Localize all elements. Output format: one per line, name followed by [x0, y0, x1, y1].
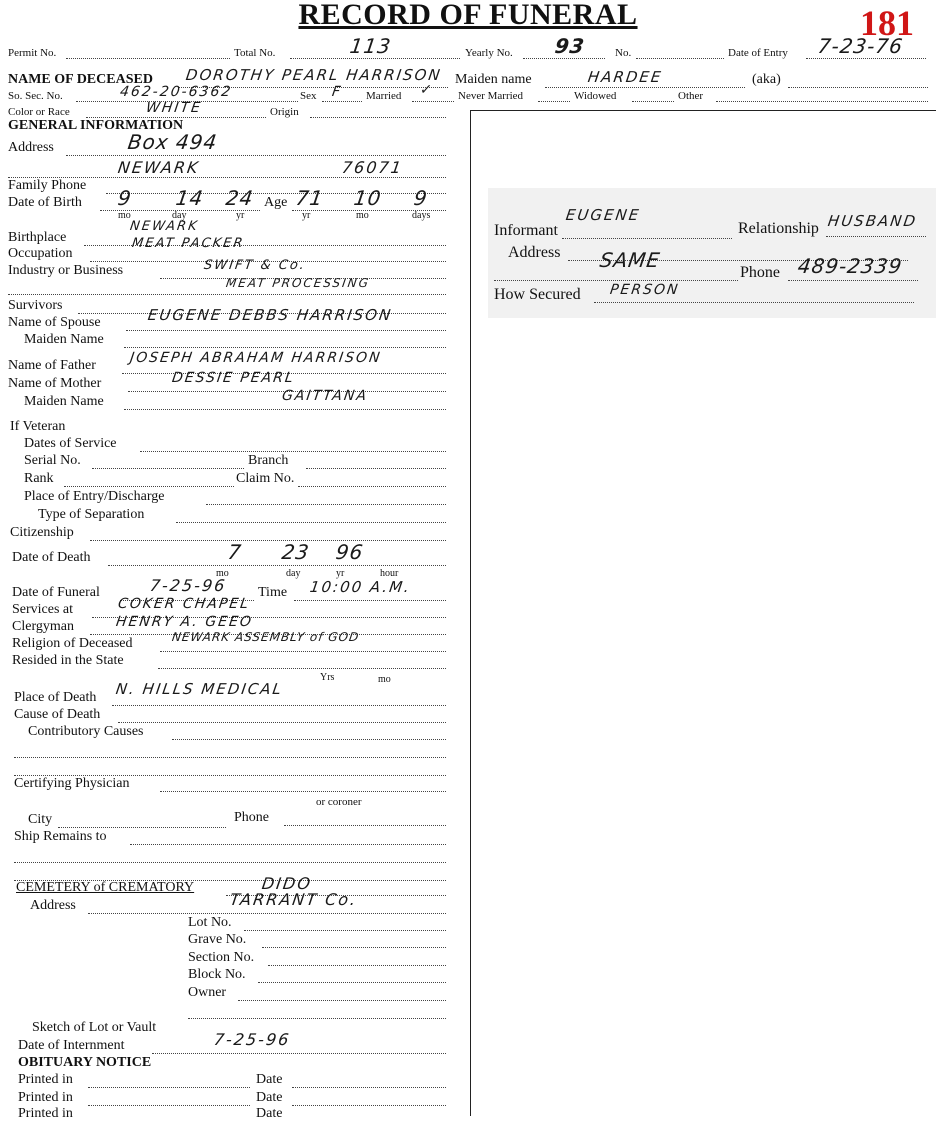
birthplace-value: NEWARK	[128, 219, 200, 234]
address-value-1: Box 494	[126, 130, 220, 154]
dob-col-yr: yr	[236, 210, 245, 221]
cemetery-address-label: Address	[30, 898, 76, 913]
age-col-days: days	[412, 210, 431, 221]
printed-date-line-2	[292, 1105, 446, 1106]
dob-year: 24	[224, 186, 256, 210]
total-value: 113	[348, 34, 393, 58]
general-heading: GENERAL INFORMATION	[8, 118, 184, 133]
sex-value: F	[330, 84, 344, 100]
services-value: COKER CHAPEL	[116, 596, 252, 612]
age-label: Age	[264, 195, 288, 210]
printed-in-label-2: Printed in	[18, 1090, 73, 1105]
death-date-label: Date of Death	[12, 550, 91, 565]
informant-address-label: Address	[508, 244, 561, 261]
informant-line	[562, 238, 732, 239]
informant-address-line-2	[494, 280, 738, 281]
deceased-name-label: NAME OF DECEASED	[8, 72, 153, 87]
grave-line	[262, 947, 446, 948]
entry-label: Date of Entry	[728, 47, 788, 59]
death-date-year: 96	[334, 540, 366, 564]
aka-label: (aka)	[752, 72, 781, 87]
printed-in-label-1: Printed in	[18, 1072, 73, 1087]
yearly-label: Yearly No.	[465, 47, 513, 59]
dob-col-day: day	[172, 210, 187, 221]
dob-col-mo: mo	[118, 210, 131, 221]
maiden-name-label: Maiden name	[455, 72, 532, 87]
block-line	[258, 982, 446, 983]
death-place-value: N. HILLS MEDICAL	[114, 680, 285, 698]
sketch-label: Sketch of Lot or Vault	[32, 1020, 157, 1035]
address-line-1	[66, 155, 446, 156]
industry-value-2: MEAT PROCESSING	[225, 276, 372, 290]
yearly-value: 93	[553, 34, 587, 58]
age-col-yr: yr	[302, 210, 311, 221]
sex-label: Sex	[300, 90, 317, 102]
time-line	[294, 600, 446, 601]
religion-value: NEWARK ASSEMBLY of GOD	[171, 630, 361, 644]
section-line	[268, 965, 446, 966]
total-label: Total No.	[234, 47, 276, 59]
married-check: ✓	[418, 82, 435, 98]
widowed-line	[632, 101, 674, 102]
printed-date-label-3: Date	[256, 1106, 283, 1121]
separation-line	[176, 522, 446, 523]
occupation-value: MEAT PACKER	[130, 236, 246, 251]
no-line	[636, 58, 724, 59]
services-label: Services at	[12, 602, 74, 617]
lot-label: Lot No.	[188, 915, 232, 930]
no-label: No.	[615, 47, 632, 59]
informant-value: EUGENE	[564, 206, 642, 224]
industry-value-1: SWIFT & Co.	[202, 258, 307, 273]
relationship-line	[826, 236, 926, 237]
service-dates-label: Dates of Service	[24, 436, 117, 451]
how-secured-label: How Secured	[494, 286, 581, 303]
right-panel-top	[470, 110, 936, 111]
branch-line	[306, 468, 446, 469]
cemetery-address-value: TARRANT Co.	[228, 890, 359, 909]
printed-date-label-2: Date	[256, 1090, 283, 1105]
death-date-line	[108, 565, 446, 566]
contributory-line-2	[14, 757, 446, 758]
mother-maiden-value: GAITTANA	[280, 388, 370, 404]
time-label: Time	[258, 585, 288, 600]
entry-value: 7-23-76	[816, 34, 905, 58]
address-value-2: NEWARK	[116, 158, 201, 177]
occupation-label: Occupation	[8, 246, 73, 261]
death-col-mo: mo	[216, 568, 229, 579]
page-title: RECORD OF FUNERAL	[298, 0, 638, 31]
resided-col-mo: mo	[378, 674, 391, 685]
father-value: JOSEPH ABRAHAM HARRISON	[128, 350, 383, 366]
cemetery-address-line	[88, 913, 446, 914]
physician-line	[160, 791, 446, 792]
religion-label: Religion of Deceased	[12, 636, 133, 651]
entry-discharge-line	[206, 504, 446, 505]
sex-line	[322, 101, 362, 102]
never-married-line	[538, 101, 570, 102]
internment-label: Date of Internment	[18, 1038, 125, 1053]
widowed-label: Widowed	[574, 90, 617, 102]
spouse-value: EUGENE DEBBS HARRISON	[146, 306, 394, 324]
physician-phone-line	[284, 825, 446, 826]
death-col-yr: yr	[336, 568, 345, 579]
permit-line	[66, 58, 230, 59]
rank-label: Rank	[24, 471, 54, 486]
age-col-mo: mo	[356, 210, 369, 221]
yearly-line	[523, 58, 605, 59]
mother-maiden-line	[124, 409, 446, 410]
funeral-date-value: 7-25-96	[148, 576, 228, 595]
printed-date-line-1	[292, 1087, 446, 1088]
family-phone-label: Family Phone	[8, 178, 87, 193]
race-value: WHITE	[144, 100, 204, 116]
spouse-label: Name of Spouse	[8, 315, 101, 330]
owner-line-2	[188, 1018, 446, 1019]
age-years: 71	[294, 186, 326, 210]
mother-value: DESSIE PEARL	[170, 370, 296, 386]
contributory-label: Contributory Causes	[28, 724, 144, 739]
maiden-name-line	[545, 87, 745, 88]
block-label: Block No.	[188, 967, 246, 982]
death-date-month: 7	[226, 540, 244, 564]
entry-discharge-label: Place of Entry/Discharge	[24, 489, 165, 504]
other-label: Other	[678, 90, 704, 102]
other-line	[716, 101, 928, 102]
address-label: Address	[8, 140, 54, 155]
citizenship-label: Citizenship	[10, 525, 74, 540]
informant-phone-line	[788, 280, 918, 281]
printed-in-label-3: Printed in	[18, 1106, 73, 1121]
birthplace-label: Birthplace	[8, 230, 67, 245]
age-days: 9	[412, 186, 430, 210]
death-col-day: day	[286, 568, 301, 579]
veteran-label: If Veteran	[10, 419, 66, 434]
clergyman-value: HENRY A. GEEO	[114, 614, 254, 630]
maiden-name-value: HARDEE	[586, 68, 664, 86]
informant-label: Informant	[494, 222, 558, 239]
resided-col-yrs: Yrs	[320, 672, 335, 683]
informant-address-value: SAME	[598, 248, 662, 272]
obituary-heading: OBITUARY NOTICE	[18, 1055, 152, 1070]
address-zip: 76071	[340, 158, 405, 177]
clergyman-label: Clergyman	[12, 619, 74, 634]
mother-label: Name of Mother	[8, 376, 102, 391]
rank-line	[64, 486, 234, 487]
never-married-label: Never Married	[458, 90, 524, 102]
survivors-label: Survivors	[8, 298, 63, 313]
relationship-value: HUSBAND	[826, 212, 919, 230]
informant-panel	[488, 188, 936, 318]
origin-label: Origin	[270, 106, 299, 118]
relationship-label: Relationship	[738, 220, 819, 237]
physician-label: Certifying Physician	[14, 776, 130, 791]
total-line	[290, 58, 460, 59]
branch-label: Branch	[248, 453, 289, 468]
resided-line	[158, 668, 446, 669]
permit-label: Permit No.	[8, 47, 57, 59]
citizenship-line	[90, 540, 446, 541]
right-panel-border	[470, 110, 471, 1116]
owner-label: Owner	[188, 985, 227, 1000]
cemetery-value: DIDO	[260, 874, 314, 893]
lot-line	[244, 930, 446, 931]
industry-label: Industry or Business	[8, 263, 124, 278]
dob-label: Date of Birth	[8, 195, 82, 210]
dob-month: 9	[116, 186, 134, 210]
claim-label: Claim No.	[236, 471, 295, 486]
separation-label: Type of Separation	[38, 507, 145, 522]
printed-in-line-1	[88, 1087, 250, 1088]
serial-label: Serial No.	[24, 453, 81, 468]
physician-phone-label: Phone	[234, 810, 269, 825]
coroner-label: or coroner	[316, 796, 362, 808]
city-label: City	[28, 812, 53, 827]
spouse-line	[126, 330, 446, 331]
death-place-line	[112, 705, 446, 706]
ssn-value: 462-20-6362	[118, 84, 234, 100]
owner-line	[238, 1000, 446, 1001]
funeral-date-label: Date of Funeral	[12, 585, 100, 600]
cemetery-label: CEMETERY of CREMATORY	[16, 880, 195, 895]
death-place-label: Place of Death	[14, 690, 97, 705]
married-line	[412, 101, 454, 102]
family-phone-line	[106, 193, 446, 194]
religion-line	[160, 651, 446, 652]
printed-date-label-1: Date	[256, 1072, 283, 1087]
internment-value: 7-25-96	[212, 1030, 292, 1049]
internment-line	[152, 1053, 446, 1054]
spouse-maiden-line	[124, 347, 446, 348]
time-value: 10:00 A.M.	[308, 578, 413, 596]
serial-line	[92, 468, 244, 469]
resided-label: Resided in the State	[12, 653, 124, 668]
mother-maiden-label: Maiden Name	[24, 394, 104, 409]
aka-line	[788, 87, 928, 88]
age-months: 10	[352, 186, 384, 210]
industry-line-2	[8, 294, 446, 295]
deceased-name-value: DOROTHY PEARL HARRISON	[184, 66, 443, 84]
father-label: Name of Father	[8, 358, 96, 373]
race-label: Color or Race	[8, 106, 70, 118]
city-line	[58, 827, 226, 828]
informant-phone-label: Phone	[740, 264, 780, 281]
section-label: Section No.	[188, 950, 255, 965]
ship-line-2	[14, 862, 446, 863]
contributory-line	[172, 739, 446, 740]
death-date-day: 23	[280, 540, 312, 564]
service-dates-line	[140, 451, 446, 452]
spouse-maiden-label: Maiden Name	[24, 332, 104, 347]
death-col-hour: hour	[380, 568, 399, 579]
entry-line	[806, 58, 926, 59]
grave-label: Grave No.	[188, 932, 247, 947]
ship-label: Ship Remains to	[14, 829, 107, 844]
cause-line	[118, 722, 446, 723]
page-number: 181	[860, 3, 914, 43]
ssn-label: So. Sec. No.	[8, 90, 63, 102]
how-secured-line	[594, 302, 914, 303]
how-secured-value: PERSON	[608, 282, 681, 298]
ship-line	[130, 844, 446, 845]
claim-line	[298, 486, 446, 487]
cause-label: Cause of Death	[14, 707, 101, 722]
printed-in-line-2	[88, 1105, 250, 1106]
informant-phone-value: 489-2339	[796, 254, 904, 278]
origin-line	[310, 117, 446, 118]
married-label: Married	[366, 90, 402, 102]
dob-day: 14	[174, 186, 206, 210]
